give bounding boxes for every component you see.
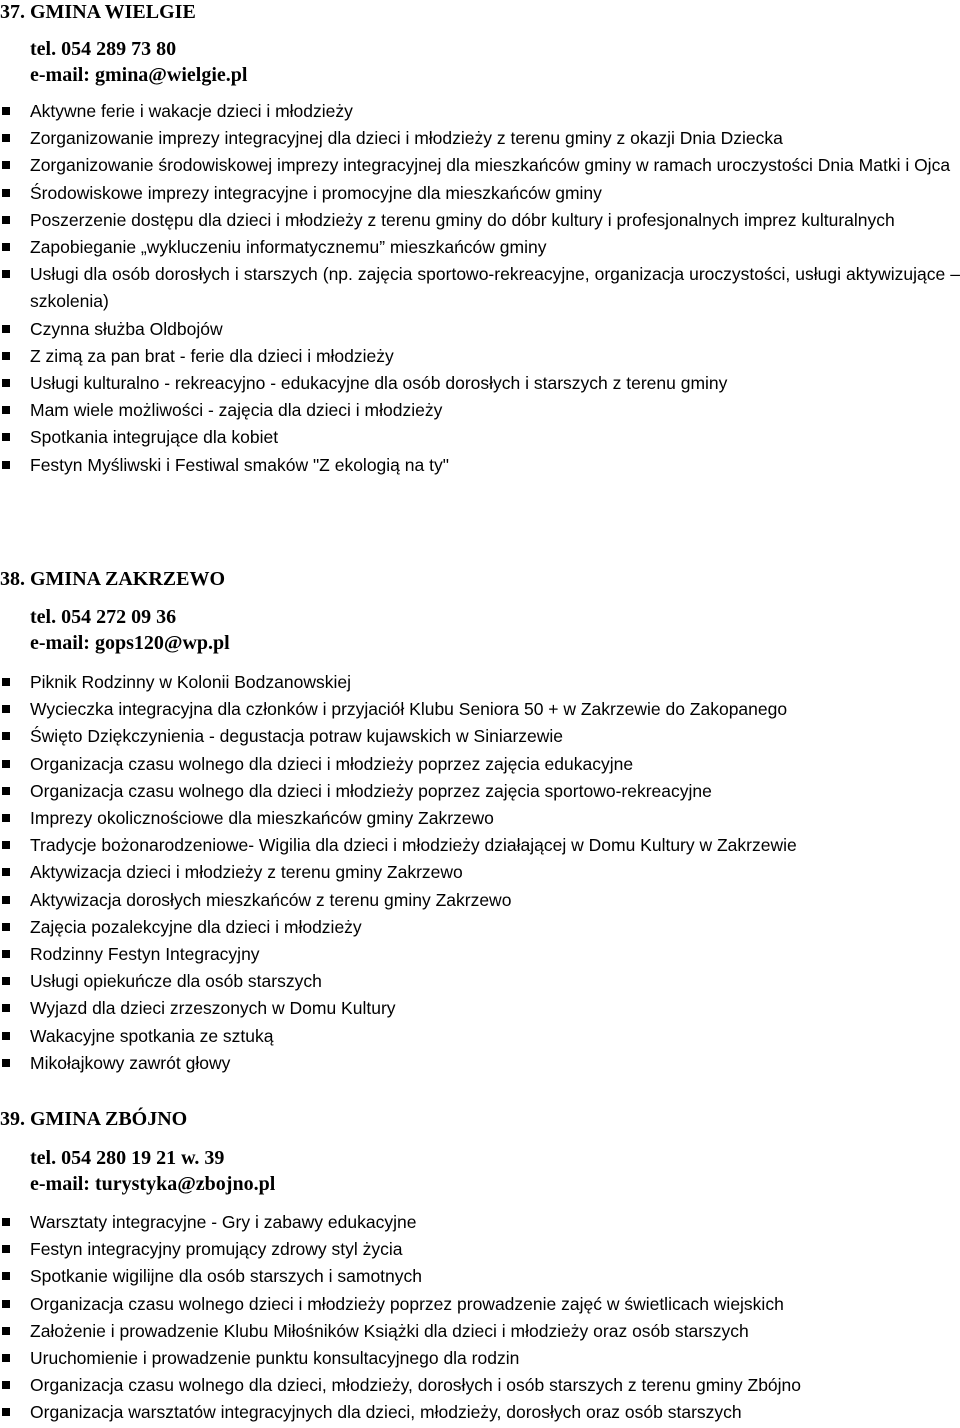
list-item: Aktywne ferie i wakacje dzieci i młodzieży (0, 98, 960, 125)
square-bullet-icon (2, 1408, 10, 1416)
square-bullet-icon (2, 1059, 10, 1067)
section-number: 37. (0, 1, 25, 23)
list-item: Rodzinny Festyn Integracyjny (0, 941, 960, 968)
section-email: e-mail: gmina@wielgie.pl (30, 64, 248, 86)
list-item: Organizacja czasu wolnego dla dzieci i młodzieży poprzez zajęcia edukacyjne (0, 751, 960, 778)
list-item: Zorganizowanie imprezy integracyjnej dla dzieci i młodzieży z terenu gminy z okazji Dnia Dziecka (0, 125, 960, 152)
square-bullet-icon (2, 325, 10, 333)
list-item: Usługi dla osób dorosłych i starszych (np. zajęcia sportowo-rekreacyjne, organizacja uroczystości, usługi aktywizujące – szkolenia) (0, 261, 960, 315)
square-bullet-icon (2, 787, 10, 795)
activity-list (0, 669, 960, 1077)
square-bullet-icon (2, 814, 10, 822)
square-bullet-icon (2, 107, 10, 115)
square-bullet-icon (2, 896, 10, 904)
square-bullet-icon (2, 352, 10, 360)
section-title: GMINA WIELGIE (30, 1, 196, 23)
list-item: Uruchomienie i prowadzenie punktu konsultacyjnego dla rodzin (0, 1345, 960, 1372)
square-bullet-icon (2, 189, 10, 197)
square-bullet-icon (2, 1245, 10, 1253)
square-bullet-icon (2, 1032, 10, 1040)
square-bullet-icon (2, 760, 10, 768)
square-bullet-icon (2, 1354, 10, 1362)
section-phone: tel. 054 272 09 36 (30, 606, 177, 628)
square-bullet-icon (2, 705, 10, 713)
list-item: Zapobieganie „wykluczeniu informatycznemu” mieszkańców gminy (0, 234, 960, 261)
list-item: Wyjazd dla dzieci zrzeszonych w Domu Kultury (0, 995, 960, 1022)
section-number: 39. (0, 1108, 25, 1130)
square-bullet-icon (2, 1381, 10, 1389)
square-bullet-icon (2, 243, 10, 251)
list-item: Festyn Myśliwski i Festiwal smaków "Z ekologią na ty" (0, 452, 960, 479)
section-email: e-mail: turystyka@zbojno.pl (30, 1173, 276, 1195)
square-bullet-icon (2, 216, 10, 224)
list-item: Organizacja czasu wolnego dla dzieci i młodzieży poprzez zajęcia sportowo-rekreacyjne (0, 778, 960, 805)
square-bullet-icon (2, 1004, 10, 1012)
square-bullet-icon (2, 461, 10, 469)
square-bullet-icon (2, 678, 10, 686)
list-item: Organizacja czasu wolnego dzieci i młodzieży poprzez prowadzenie zajęć w świetlicach wiejskich (0, 1291, 960, 1318)
list-item: Mikołajkowy zawrót głowy (0, 1050, 960, 1077)
square-bullet-icon (2, 977, 10, 985)
activity-list (0, 98, 960, 479)
list-item: Czynna służba Oldbojów (0, 316, 960, 343)
list-item: Spotkania integrujące dla kobiet (0, 424, 960, 451)
list-item: Założenie i prowadzenie Klubu Miłośników Książki dla dzieci i młodzieży oraz osób starszych (0, 1318, 960, 1345)
square-bullet-icon (2, 732, 10, 740)
list-item: Święto Dziękczynienia - degustacja potraw kujawskich w Siniarzewie (0, 723, 960, 750)
section-heading (0, 567, 225, 591)
square-bullet-icon (2, 923, 10, 931)
list-item: Aktywizacja dorosłych mieszkańców z terenu gminy Zakrzewo (0, 887, 960, 914)
square-bullet-icon (2, 134, 10, 142)
list-item: Zajęcia pozalekcyjne dla dzieci i młodzieży (0, 914, 960, 941)
list-item: Spotkanie wigilijne dla osób starszych i samotnych (0, 1263, 960, 1290)
list-item: Organizacja czasu wolnego dla dzieci, młodzieży, dorosłych i osób starszych z terenu gminy Zbójno (0, 1372, 960, 1399)
square-bullet-icon (2, 1272, 10, 1280)
section-number: 38. (0, 568, 25, 590)
square-bullet-icon (2, 270, 10, 278)
list-item: Środowiskowe imprezy integracyjne i promocyjne dla mieszkańców gminy (0, 180, 960, 207)
list-item: Z zimą za pan brat - ferie dla dzieci i młodzieży (0, 343, 960, 370)
list-item: Festyn integracyjny promujący zdrowy styl życia (0, 1236, 960, 1263)
list-item: Poszerzenie dostępu dla dzieci i młodzieży z terenu gminy do dóbr kultury i profesjonalnych imprez kulturalnych (0, 207, 960, 234)
section-email: e-mail: gops120@wp.pl (30, 632, 230, 654)
activity-list (0, 1209, 960, 1427)
square-bullet-icon (2, 841, 10, 849)
list-item: Mam wiele możliwości - zajęcia dla dzieci i młodzieży (0, 397, 960, 424)
square-bullet-icon (2, 1300, 10, 1308)
section-heading (0, 0, 196, 24)
list-item: Imprezy okolicznościowe dla mieszkańców gminy Zakrzewo (0, 805, 960, 832)
square-bullet-icon (2, 1218, 10, 1226)
square-bullet-icon (2, 1327, 10, 1335)
list-item: Wakacyjne spotkania ze sztuką (0, 1023, 960, 1050)
list-item: Piknik Rodzinny w Kolonii Bodzanowskiej (0, 669, 960, 696)
square-bullet-icon (2, 433, 10, 441)
square-bullet-icon (2, 406, 10, 414)
list-item: Zorganizowanie środowiskowej imprezy integracyjnej dla mieszkańców gminy w ramach uroczystości Dnia Matki i Ojca (0, 152, 960, 179)
section-phone: tel. 054 280 19 21 w. 39 (30, 1147, 225, 1169)
section-title: GMINA ZBÓJNO (30, 1108, 188, 1130)
list-item: Wycieczka integracyjna dla członków i przyjaciół Klubu Seniora 50 + w Zakrzewie do Zakopanego (0, 696, 960, 723)
square-bullet-icon (2, 161, 10, 169)
list-item: Usługi opiekuńcze dla osób starszych (0, 968, 960, 995)
list-item: Organizacja warsztatów integracyjnych dla dzieci, młodzieży, dorosłych oraz osób starszych (0, 1399, 960, 1426)
section-heading (0, 1107, 187, 1131)
list-item: Tradycje bożonarodzeniowe- Wigilia dla dzieci i młodzieży działającej w Domu Kultury w Zakrzewie (0, 832, 960, 859)
square-bullet-icon (2, 379, 10, 387)
section-phone: tel. 054 289 73 80 (30, 38, 177, 60)
list-item: Warsztaty integracyjne - Gry i zabawy edukacyjne (0, 1209, 960, 1236)
square-bullet-icon (2, 868, 10, 876)
list-item: Usługi kulturalno - rekreacyjno - edukacyjne dla osób dorosłych i starszych z terenu gminy (0, 370, 960, 397)
section-title: GMINA ZAKRZEWO (30, 568, 226, 590)
square-bullet-icon (2, 950, 10, 958)
list-item: Aktywizacja dzieci i młodzieży z terenu gminy Zakrzewo (0, 859, 960, 886)
